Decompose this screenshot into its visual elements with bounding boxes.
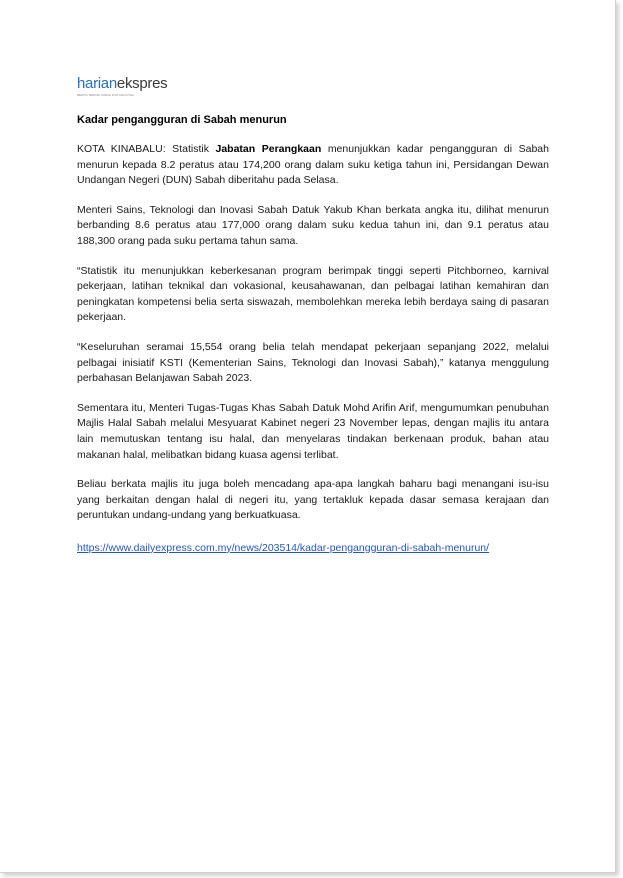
logo-wordmark-part2: ekspres bbox=[116, 75, 168, 92]
paragraph-1-rest: menunjukkan kadar pengangguran di Sabah menurun kepada 8.2 peratus atau 174,200 orang dalam suku ketiga tahun ini, Persidangan Dewan Undangan Negeri (DUN) Sabah diberitahu pada Selasa. bbox=[77, 143, 549, 187]
paragraph-6: Beliau berkata majlis itu juga boleh mencadang apa-apa langkah baharu bagi menangani isu-isu yang berkaitan dengan halal di negeri itu, yang tertakluk kepada dasar semasa kerajaan dan peruntukan undang-undang yang berkuatkuasa. bbox=[77, 478, 549, 522]
paragraph-1-bold: Jabatan Perangkaan bbox=[215, 143, 322, 155]
harian-ekspres-logo bbox=[77, 76, 177, 100]
article-headline: Kadar pengangguran di Sabah menurun bbox=[77, 114, 287, 126]
paragraph-1 bbox=[77, 142, 549, 189]
logo-wordmark-part1: harian bbox=[77, 75, 117, 92]
paragraph-3: “Statistik itu menunjukkan keberkesanan program berimpak tinggi seperti Pitchborneo, karnival pekerjaan, latihan teknikal dan vokasional, keusahawanan, dan pelbagai latihan kemahiran dan peningkatan kompetensi belia serta siswazah, membolehkan mereka lebih berdaya saing di pasaran pekerjaan. bbox=[77, 264, 549, 324]
paragraph-1-lead: KOTA KINABALU: Statistik bbox=[77, 143, 216, 155]
paragraph-2: Menteri Sains, Teknologi dan Inovasi Sabah Datuk Yakub Khan berkata angka itu, dilihat menurun berbanding 8.6 peratus atau 177,000 orang dalam suku kedua tahun ini, dan 9.1 peratus atau 188,300 orang pada suku pertama tahun sama. bbox=[77, 203, 549, 247]
paragraph-4: “Keseluruhan seramai 15,554 orang belia telah mendapat pekerjaan sepanjang 2022, melalui pelbagai inisiatif KSTI (Kementerian Sains, Teknologi dan Inovasi Sabah),” katanya menggulung perbahasan Belanjawan Sabah 2023. bbox=[77, 340, 549, 385]
logo-wordmark bbox=[77, 76, 177, 92]
source-link[interactable]: https://www.dailyexpress.com.my/news/203514/kadar-pengangguran-di-sabah-menurun/ bbox=[77, 541, 490, 554]
logo-tagline: BERITA TERKINI SABAH DAN MALAYSIA bbox=[77, 93, 134, 97]
paragraph-5: Sementara itu, Menteri Tugas-Tugas Khas Sabah Datuk Mohd Arifin Arif, mengumumkan penubuhan Majlis Halal Sabah melalui Mesyuarat Kabinet negeri 23 November lepas, dengan majlis itu antara lain memutuskan tentang isu halal, dan menyelaras tindakan berkenaan produk, bahan atau makanan halal, melibatkan bidang kuasa agensi terlibat. bbox=[77, 401, 549, 461]
article-body bbox=[77, 142, 549, 556]
